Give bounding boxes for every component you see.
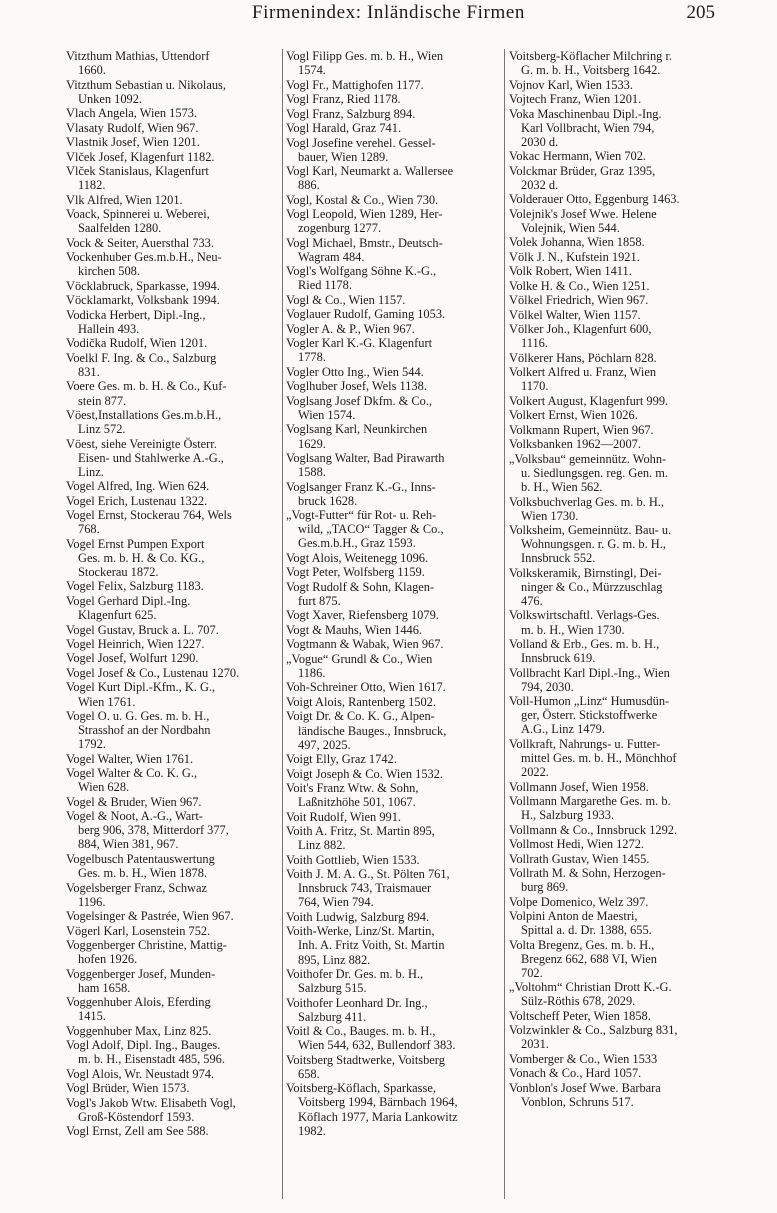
index-entry: Voglsanger Franz K.-G., Inns- bruck 1628. (286, 479, 436, 508)
index-entry: Vöcklabruck, Sparkasse, 1994. (66, 278, 220, 293)
page-header (0, 0, 777, 50)
index-entry: Voh-Schreiner Otto, Wien 1617. (286, 680, 446, 695)
index-entry: Völker Joh., Klagenfurt 600, 1116. (509, 322, 652, 351)
index-entry: Voith Ludwig, Salzburg 894. (286, 909, 430, 924)
index-column-2 (286, 49, 500, 1209)
index-entry: Vogl Fr., Mattighofen 1177. (286, 77, 424, 92)
index-entry: Vogel Felix, Salzburg 1183. (66, 579, 204, 594)
index-entry: Voigt Dr. & Co. K. G., Alpen- ländische Bauges., Innsbruck, 497, 2025. (286, 709, 447, 752)
index-entry: Volk Robert, Wien 1411. (509, 264, 632, 279)
index-entry: Voggenberger Christine, Mattig- hofen 1926. (66, 938, 227, 967)
index-entry: Vogt Alois, Weitenegg 1096. (286, 550, 429, 565)
index-entry: Vlasaty Rudolf, Wien 967. (66, 120, 199, 135)
index-entry: Vollmann Josef, Wien 1958. (509, 779, 649, 794)
index-entry: Vogel & Noot, A.-G., Wart- berg 906, 378, Mitterdorf 377, 884, Wien 381, 967. (66, 809, 229, 852)
index-entry: Vogel Ernst Pumpen Export Ges. m. b. H. & Co. KG., Stockerau 1872. (66, 536, 205, 579)
index-entry: Vogl Filipp Ges. m. b. H., Wien 1574. (286, 49, 444, 78)
index-entry: Volzwinkler & Co., Salzburg 831, 2031. (509, 1023, 678, 1052)
index-entry: Vogel Josef & Co., Lustenau 1270. (66, 665, 240, 680)
index-entry: Volkmann Rupert, Wien 967. (509, 422, 654, 437)
index-entry: Vogl Ernst, Zell am See 588. (66, 1124, 209, 1139)
index-entry: Voith-Werke, Linz/St. Martin, Inh. A. Fritz Voith, St. Martin 895, Linz 882. (286, 924, 445, 967)
index-entry: Vogel Walter & Co. K. G., Wien 628. (66, 766, 198, 795)
index-entry: Volderauer Otto, Eggenburg 1463. (509, 192, 680, 207)
index-entry: Vogelsinger & Pastrée, Wien 967. (66, 909, 234, 924)
index-entry: Voigt Alois, Rantenberg 1502. (286, 694, 436, 709)
index-entry: Vöest, siehe Vereinigte Österr. Eisen- und Stahlwerke A.-G., Linz. (66, 436, 224, 479)
index-entry: Vogl's Wolfgang Söhne K.-G., Ried 1178. (286, 264, 437, 293)
index-entry: Vock & Seiter, Auersthal 733. (66, 235, 214, 250)
index-entry: Voithofer Leonhard Dr. Ing., Salzburg 411. (286, 995, 428, 1024)
index-entry: „Vogue“ Grundl & Co., Wien 1186. (286, 651, 433, 680)
index-entry: Vogel O. u. G. Ges. m. b. H., Strasshof an der Nordbahn 1792. (66, 709, 211, 752)
index-entry: Vogt Xaver, Riefensberg 1079. (286, 608, 439, 623)
index-entry: Vogt & Mauhs, Wien 1446. (286, 622, 423, 637)
index-entry: Voglsang Karl, Neunkirchen 1629. (286, 422, 428, 451)
index-entry: Vogler A. & P., Wien 967. (286, 321, 415, 336)
index-entry: Voggenberger Josef, Munden- ham 1658. (66, 966, 216, 995)
index-entry: Vollmann Margarethe Ges. m. b. H., Salzburg 1933. (509, 793, 671, 823)
index-entry: Voithofer Dr. Ges. m. b. H., Salzburg 515. (286, 967, 424, 996)
index-entry: Volta Bregenz, Ges. m. b. H., Bregenz 662, 688 VI, Wien 702. (509, 937, 657, 980)
index-entry: Vogl Brüder, Wien 1573. (66, 1081, 190, 1096)
index-entry: Volkswirtschaftl. Verlags-Ges. m. b. H., Wien 1730. (509, 608, 660, 637)
index-entry: Vogelbusch Patentauswertung Ges. m. b. H., Wien 1878. (66, 851, 215, 881)
index-entry: Voglsang Josef Dkfm. & Co., Wien 1574. (286, 393, 433, 422)
index-entry: Vogl Alois, Wr. Neustadt 974. (66, 1066, 215, 1081)
index-entry: Vodicka Herbert, Dipl.-Ing., Hallein 493. (66, 307, 206, 336)
index-entry: Vogel Josef, Wolfurt 1290. (66, 651, 199, 666)
index-entry: Voit's Franz Wtw. & Sohn, Laßnitzhöhe 501, 1067. (286, 781, 419, 810)
index-entry: Vogl Michael, Bmstr., Deutsch- Wagram 484. (286, 235, 443, 264)
index-entry: Voith J. M. A. G., St. Pölten 761, Innsbruck 743, Traismauer 764, Wien 794. (286, 867, 450, 910)
index-entry: Vollbracht Karl Dipl.-Ing., Wien 794, 2030. (509, 665, 670, 694)
index-entry: Vomberger & Co., Wien 1533 (509, 1051, 658, 1066)
index-entry: Volckmar Brüder, Graz 1395, 2032 d. (509, 163, 656, 192)
index-entry: Vöest,Installations Ges.m.b.H., Linz 572. (66, 407, 222, 437)
index-columns (0, 49, 777, 1209)
index-entry: Vogel Gustav, Bruck a. L. 707. (66, 622, 219, 637)
index-entry: Vogel Walter, Wien 1761. (66, 751, 194, 766)
index-entry: Voll-Humon „Linz“ Humusdün- ger, Österr. Stickstoffwerke A.G., Linz 1479. (509, 694, 670, 737)
index-entry: Vogel Heinrich, Wien 1227. (66, 637, 205, 651)
index-entry: Volke H. & Co., Wien 1251. (509, 278, 650, 293)
index-entry: Volpini Anton de Maestri, Spittal a. d. Dr. 1388, 655. (509, 909, 652, 938)
index-entry: Volkert August, Klagenfurt 999. (509, 393, 669, 408)
index-entry: Vogel Alfred, Ing. Wien 624. (66, 479, 210, 494)
index-entry: Völkel Friedrich, Wien 967. (509, 293, 649, 308)
index-entry: Volksbanken 1962—2007. (509, 437, 641, 452)
index-entry: Vogel Gerhard Dipl.-Ing. Klagenfurt 625. (66, 593, 191, 623)
index-entry: Volksheim, Gemeinnütz. Bau- u. Wohnungsgen. r. G. m. b. H., Innsbruck 552. (509, 523, 672, 566)
index-entry: Voitsberg-Köflach, Sparkasse, Voitsberg 1994, Bärnbach 1964, Köflach 1977, Maria Lankowitz 1982. (286, 1081, 458, 1138)
index-entry: Völkel Walter, Wien 1157. (509, 307, 641, 322)
index-entry: Vitzthum Sebastian u. Nikolaus, Unken 1092. (66, 77, 226, 106)
index-entry: Vitzthum Mathias, Uttendorf 1660. (66, 49, 210, 78)
page-title: Firmenindex: Inländische Firmen (252, 2, 525, 23)
index-entry: Voelkl F. Ing. & Co., Salzburg 831. (66, 350, 217, 379)
index-entry: Voith Gottlieb, Wien 1533. (286, 852, 420, 867)
index-entry: „Vogt-Futter“ für Rot- u. Reh- wild, „TACO“ Tagger & Co., Ges.m.b.H., Graz 1593. (286, 508, 444, 551)
index-entry: Vogl Harald, Graz 741. (286, 121, 402, 136)
index-entry: Vogt Rudolf & Sohn, Klagen- furt 875. (286, 579, 435, 608)
page-number: 205 (686, 2, 715, 23)
index-entry: Vogelsberger Franz, Schwaz 1196. (66, 880, 207, 909)
index-entry: Voit Rudolf, Wien 991. (286, 809, 402, 824)
index-entry: Vonblon's Josef Wwe. Barbara Vonblon, Schruns 517. (509, 1080, 661, 1110)
index-entry: „Volksbau“ gemeinnütz. Wohn- u. Siedlungsgen. reg. Gen. m. b. H., Wien 562. (509, 451, 668, 495)
index-entry: Voggenhuber Max, Linz 825. (66, 1023, 212, 1038)
index-entry: Völkerer Hans, Pöchlarn 828. (509, 350, 657, 365)
index-entry: Vogler Otto Ing., Wien 544. (286, 364, 424, 379)
index-entry: Vogl Karl, Neumarkt a. Wallersee 886. (286, 164, 454, 193)
index-entry: Voglauer Rudolf, Gaming 1053. (286, 307, 446, 322)
index-entry: Voitsberg-Köflacher Milchring r. G. m. b. H., Voitsberg 1642. (509, 49, 672, 78)
index-entry: Völk J. N., Kufstein 1921. (509, 249, 640, 264)
index-entry: Vlček Stanislaus, Klagenfurt 1182. (66, 164, 209, 193)
index-entry: Vogl Leopold, Wien 1289, Her- zogenburg 1277. (286, 207, 443, 236)
index-entry: Vögerl Karl, Losenstein 752. (66, 923, 211, 938)
index-entry: Vodička Rudolf, Wien 1201. (66, 336, 208, 351)
index-entry: Vlk Alfred, Wien 1201. (66, 192, 183, 207)
index-entry: Vollrath Gustav, Wien 1455. (509, 851, 650, 866)
index-entry: Volland & Erb., Ges. m. b. H., Innsbruck 619. (509, 637, 660, 666)
index-entry: Vogel & Bruder, Wien 967. (66, 794, 202, 809)
index-entry: Vogl Franz, Ried 1178. (286, 92, 401, 107)
index-entry: Voigt Elly, Graz 1742. (286, 752, 397, 767)
index-entry: Voitl & Co., Bauges. m. b. H., Wien 544, 632, Bullendorf 383. (286, 1024, 456, 1053)
index-entry: Vlastnik Josef, Wien 1201. (66, 135, 200, 150)
index-entry: Voack, Spinnerei u. Weberei, Saalfelden 1280. (66, 207, 210, 236)
index-entry: Vogl, Kostal & Co., Wien 730. (286, 192, 439, 207)
index-entry: Voith A. Fritz, St. Martin 895, Linz 882. (286, 824, 435, 853)
index-entry: Vogtmann & Wabak, Wien 967. (286, 637, 444, 652)
index-entry: Vöcklamarkt, Volksbank 1994. (66, 293, 220, 308)
index-entry: Volpe Domenico, Welz 397. (509, 894, 649, 909)
index-entry: Vogt Peter, Wolfsberg 1159. (286, 565, 425, 580)
index-entry: Vlach Angela, Wien 1573. (66, 106, 198, 121)
index-entry: Vlček Josef, Klagenfurt 1182. (66, 149, 215, 164)
index-entry: Voitsberg Stadtwerke, Voitsberg 658. (286, 1052, 445, 1081)
index-entry: Volkert Ernst, Wien 1026. (509, 408, 638, 423)
index-entry: Volek Johanna, Wien 1858. (509, 235, 645, 250)
index-entry: Vojnov Karl, Wien 1533. (509, 77, 633, 92)
index-entry: Volejnik's Josef Wwe. Helene Volejnik, Wien 544. (509, 206, 657, 235)
index-entry: Vogl's Jakob Wtw. Elisabeth Vogl, Groß-Köstendorf 1593. (66, 1095, 236, 1124)
index-entry: Voigt Joseph & Co. Wien 1532. (286, 766, 444, 781)
index-entry: Vogel Kurt Dipl.-Kfm., K. G., Wien 1761. (66, 680, 216, 709)
index-entry: Vogl Adolf, Dipl. Ing., Bauges. m. b. H., Eisenstadt 485, 596. (66, 1038, 225, 1067)
index-entry: Volksbuchverlag Ges. m. b. H., Wien 1730. (509, 494, 664, 523)
index-entry: Vogl Josefine verehel. Gessel- bauer, Wien 1289. (286, 135, 436, 164)
index-entry: Vogler Karl K.-G. Klagenfurt 1778. (286, 336, 433, 365)
index-entry: Vollrath M. & Sohn, Herzogen- burg 869. (509, 866, 666, 895)
index-entry: Volkskeramik, Birnstingl, Dei- ninger & Co., Mürzzuschlag 476. (509, 565, 663, 608)
index-entry: Vojtech Franz, Wien 1201. (509, 92, 642, 107)
index-entry: Vogl Franz, Salzburg 894. (286, 106, 416, 121)
index-column-3 (509, 49, 719, 1209)
index-entry: Voltscheff Peter, Wien 1858. (509, 1008, 651, 1023)
index-entry: Vogel Erich, Lustenau 1322. (66, 493, 208, 508)
index-entry: Vonach & Co., Hard 1057. (509, 1066, 642, 1081)
index-entry: „Voltohm“ Christian Drott K.-G. Sülz-Röthis 678, 2029. (509, 980, 672, 1009)
index-entry: Volkert Alfred u. Franz, Wien 1170. (509, 365, 657, 394)
index-entry: Vogl & Co., Wien 1157. (286, 292, 406, 307)
index-entry: Vollmann & Co., Innsbruck 1292. (509, 822, 678, 837)
index-entry: Voglsang Walter, Bad Pirawarth 1588. (286, 451, 445, 480)
index-entry: Voka Maschinenbau Dipl.-Ing. Karl Vollbracht, Wien 794, 2030 d. (509, 106, 662, 149)
index-entry: Voere Ges. m. b. H. & Co., Kuf- stein 877. (66, 379, 227, 408)
index-entry: Vockenhuber Ges.m.b.H., Neu- kirchen 508. (66, 250, 222, 279)
index-entry: Vollmost Hedi, Wien 1272. (509, 837, 644, 852)
index-column-1 (66, 49, 280, 1209)
index-entry: Vogel Ernst, Stockerau 764, Wels 768. (66, 508, 232, 537)
index-entry: Voglhuber Josef, Wels 1138. (286, 379, 427, 394)
index-entry: Voggenhuber Alois, Eferding 1415. (66, 995, 211, 1024)
index-entry: Vollkraft, Nahrungs- u. Futter- mittel Ges. m. b. H., Mönchhof 2022. (509, 736, 677, 780)
index-entry: Vokac Hermann, Wien 702. (509, 149, 647, 164)
